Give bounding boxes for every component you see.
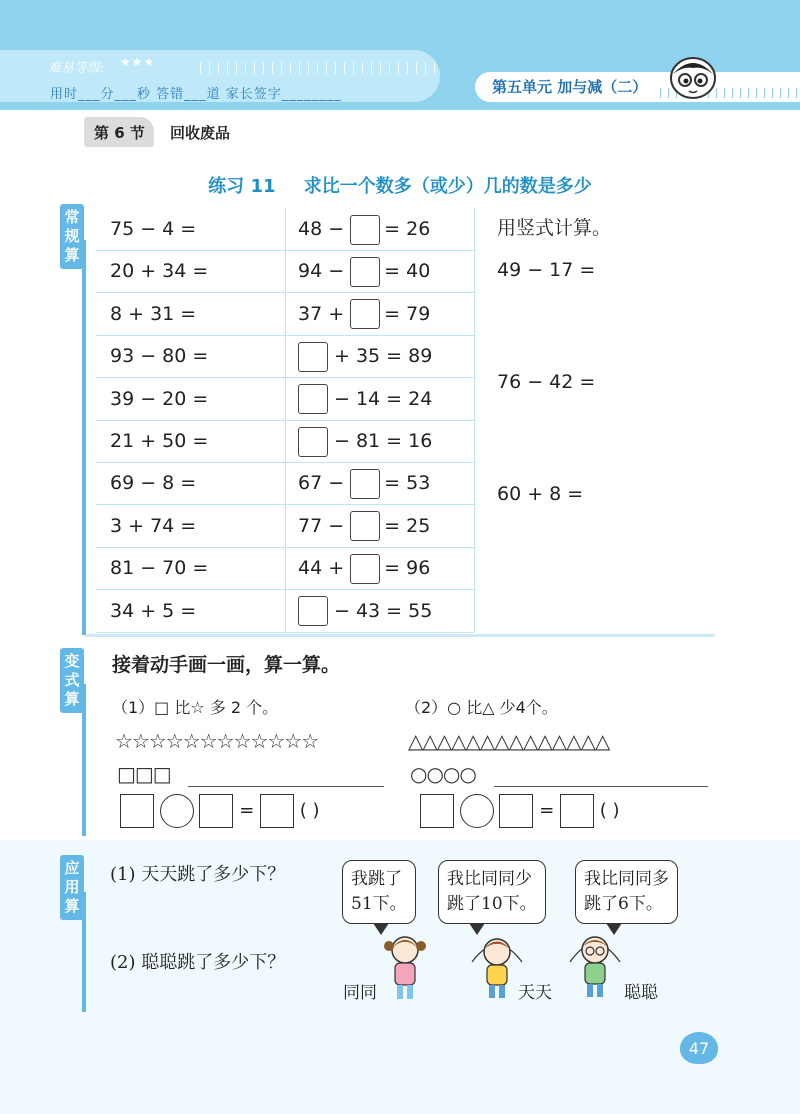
fill-box-post: + 35 = 89 [334,345,433,368]
name-tongtong: 同同 [343,983,377,1003]
difficulty-label: 难易等级: [48,61,105,76]
calc-row [96,547,474,590]
applied-q2: (2) 聪聪跳了多少下？ [110,952,286,973]
calc-row [96,590,474,633]
fill-box-post: − 81 = 16 [334,430,433,452]
bubble-line: 跳了10下。 [447,894,537,914]
answer-box[interactable] [120,794,154,828]
operator-circle[interactable] [160,794,194,828]
applied-q1: (1) 天天跳了多少下？ [110,864,286,885]
bubble-line: 51下。 [351,894,407,914]
vertical-question-2: 76 − 42 = [497,371,596,393]
calc-row [96,420,474,463]
calc-row [96,378,474,421]
calc-question: 75 − 4 = [110,218,197,240]
fill-box-pre: 94 − [298,260,345,283]
answer-box[interactable] [298,427,328,457]
equals-sign: = [539,800,555,821]
fill-box-question [298,378,432,420]
answer-box[interactable] [350,554,380,584]
unit-parentheses: ( ) [599,800,620,821]
calc-question: 81 − 70 = [110,557,209,580]
fill-box-post: = 96 [384,557,431,580]
fill-box-pre: 44 + [298,557,345,580]
exercise-topic: 求比一个数多（或少）几的数是多少 [303,176,592,197]
divider-1 [85,634,715,637]
answer-box[interactable] [350,511,380,541]
fill-box-question [298,590,432,632]
fill-box-post: = 40 [384,260,431,283]
unit-parentheses: ( ) [299,800,320,821]
calc-row [96,462,474,505]
fill-box-question [298,420,432,462]
answer-box[interactable] [350,257,380,287]
time-record-line: 用时___分___秒 答错___道 家长签字________ [50,87,342,102]
star-row: ☆☆☆☆☆☆☆☆☆☆☆☆ [115,729,319,753]
triangle-row: △△△△△△△△△△△△△△ [408,729,610,753]
calc-row [96,335,474,378]
page-number: 47 [680,1032,718,1064]
fill-box-post: = 79 [384,302,431,325]
side-bar-applied [82,892,86,1012]
name-tiantian: 天天 [518,983,552,1003]
drawing-line-2[interactable] [494,786,708,787]
header-ruler-decoration [200,62,440,74]
calc-question: 39 − 20 = [110,387,209,410]
section-number: 第 6 节 [94,124,145,142]
answer-box[interactable] [560,794,594,828]
variant-instruction: 接着动手画一画，算一算。 [112,654,341,676]
answer-box[interactable] [499,794,533,828]
fill-box-question [298,208,430,250]
fill-box-pre: 67 − [298,472,345,495]
fill-box-pre: 37 + [298,302,345,325]
answer-box[interactable] [199,794,233,828]
fill-box-question [298,505,430,547]
variant-q1-prompt: （1）□ 比☆ 多 2 个。 [112,698,279,717]
unit-title: 第五单元 加与减（二） [492,78,648,96]
exercise-tag: 练习 11 [208,176,276,197]
name-congcong: 聪聪 [624,983,658,1003]
bubble-line: 我跳了 [351,869,402,889]
variant-q2-prompt: （2）○ 比△ 少4个。 [405,698,558,717]
fill-box-question [298,250,430,292]
vertical-question-1: 49 − 17 = [497,259,596,281]
calc-row [96,208,474,251]
calc-row [96,250,474,293]
side-bar-regular [82,240,86,635]
calc-question: 21 + 50 = [110,430,209,452]
calc-question: 3 + 74 = [110,514,197,537]
vertical-calc-instruction: 用竖式计算。 [497,217,612,239]
girl-tongtong-icon [380,932,430,1004]
fill-box-pre: 48 − [298,218,345,240]
fill-box-post: = 26 [384,218,431,240]
vertical-question-3: 60 + 8 = [497,483,584,505]
bubble-line: 跳了6下。 [584,894,663,914]
answer-box[interactable] [298,384,328,414]
fill-box-post: − 43 = 55 [334,599,433,622]
fill-box-post: = 53 [384,472,431,495]
calc-question: 69 − 8 = [110,472,197,495]
answer-box[interactable] [350,215,380,245]
speech-bubble-congcong [575,860,678,924]
speech-bubble-tongtong [342,860,416,924]
section-title: 回收废品 [170,124,231,142]
speech-bubble-tiantian [438,860,546,924]
answer-box[interactable] [420,794,454,828]
column-divider-2 [474,208,475,632]
answer-box[interactable] [350,299,380,329]
calc-question: 8 + 31 = [110,302,197,325]
fill-box-question [298,335,432,377]
answer-box[interactable] [298,596,328,626]
fill-box-question [298,547,430,589]
label-variant: 变式算 [60,648,84,713]
answer-box[interactable] [350,469,380,499]
circle-row: ○○○○ [410,762,476,786]
label-applied: 应用算 [60,855,84,920]
section-heading [84,117,240,147]
fill-box-pre: 77 − [298,514,345,537]
bubble-line: 我比同同多 [584,869,669,889]
side-bar-variant [82,684,86,836]
operator-circle[interactable] [460,794,494,828]
boy-congcong-icon [566,930,624,1002]
calc-question: 20 + 34 = [110,260,209,283]
fill-box-post: − 14 = 24 [334,387,433,410]
answer-box[interactable] [260,794,294,828]
mascot-icon [667,52,719,100]
equation-1 [120,794,320,828]
exercise-title [0,172,800,198]
fill-box-question [298,462,430,504]
bubble-line: 我比同同少 [447,869,532,889]
fill-box-post: = 25 [384,514,431,537]
answer-box[interactable] [298,342,328,372]
calc-row [96,293,474,336]
equation-2 [420,794,620,828]
drawing-line-1[interactable] [188,786,384,787]
calc-row [96,505,474,548]
calc-question: 34 + 5 = [110,599,197,622]
fill-box-question [298,293,430,335]
difficulty-stars: ★★★ [120,55,156,69]
square-row: □□□ [117,762,171,786]
equals-sign: = [239,800,255,821]
calc-question: 93 − 80 = [110,345,209,368]
label-regular: 常规算 [60,204,84,269]
